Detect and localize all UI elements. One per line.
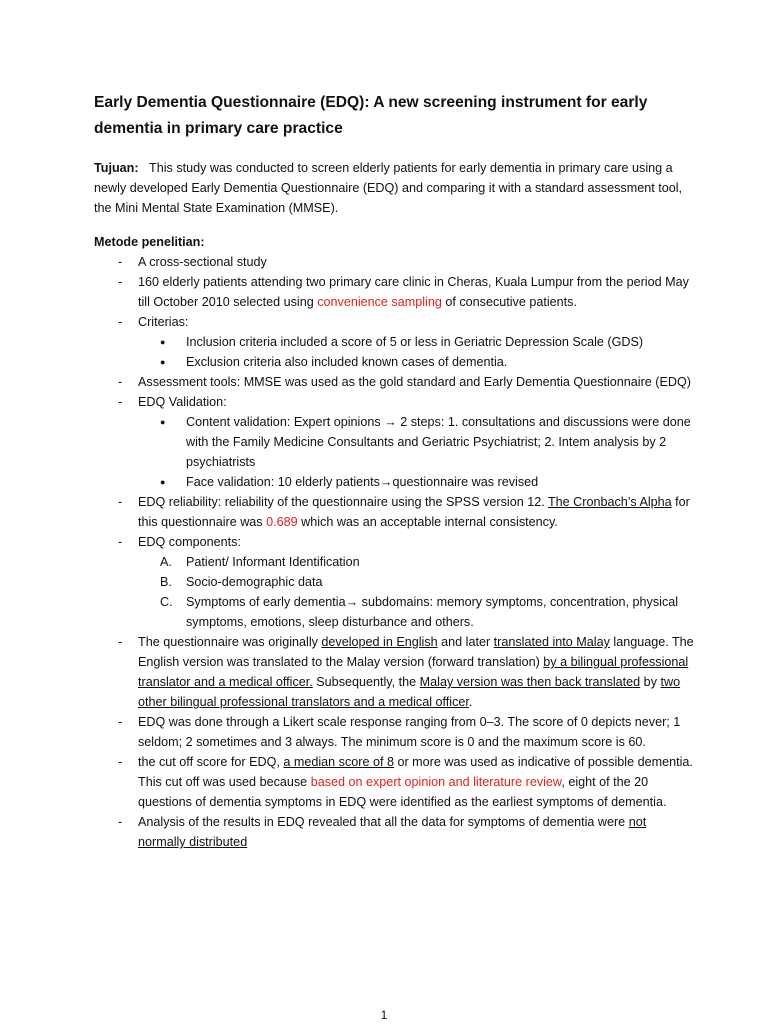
component-b-marker: B. (160, 575, 172, 589)
likert-text: EDQ was done through a Likert scale response ranging from 0–3. The score of 0 depicts never; 1 seldom; 2 sometimes and 3 always. The minimum score is 0 and the maximum score is 60. (138, 715, 681, 749)
cutoff-text-2: or more was used as indicative of possible dementia. This cut off was used because (138, 755, 693, 789)
list-item-translation (94, 632, 694, 712)
aim-paragraph (94, 158, 694, 218)
methods-list (94, 252, 694, 852)
cronbach-alpha-underlined: The Cronbach’s Alpha (547, 495, 672, 509)
component-c (138, 592, 694, 632)
list-item-assessment-tools (94, 372, 694, 392)
components-label: EDQ components: (138, 535, 241, 549)
list-item-reliability (94, 492, 694, 532)
inclusion-criteria: ● Inclusion criteria included a score of 5 or less in Geriatric Depression Scale (GDS) (138, 332, 694, 352)
list-item-sample (94, 272, 694, 312)
sample-text-end: of consecutive patients. (441, 295, 577, 309)
criteria-sublist (138, 332, 694, 372)
alpha-value: 0.689 (266, 515, 298, 529)
component-a (138, 552, 694, 572)
translation-text-5: by (640, 675, 661, 689)
validation-sublist (138, 412, 694, 492)
component-a-marker: A. (160, 555, 172, 569)
translation-text-6: . (468, 695, 473, 709)
document-title: Early Dementia Questionnaire (EDQ): A new screening instrument for early dementia in primary care practice (94, 94, 648, 137)
exclusion-criteria: ● Exclusion criteria also included known cases of dementia. (138, 352, 694, 372)
content-validation: ● Content validation: Expert opinions → 2 steps: 1. consultations and discussions were done with the Family Medicine Consultants and Geriatric Psychiatrist; 2. Intem analysis by 2 psychiatrists (138, 412, 694, 472)
not-normal-underlined: not normally distributed (138, 815, 647, 849)
reliability-text-2: for this questionnaire was (138, 495, 690, 529)
translation-underline-1: developed in English (321, 635, 438, 649)
sampling-highlight: convenience sampling (317, 295, 442, 309)
cutoff-reason-highlight: based on expert opinion and literature review (310, 775, 562, 789)
component-b-text: Socio-demographic data (186, 575, 323, 589)
list-item-validation (94, 392, 694, 492)
reliability-text-3: which was an acceptable internal consistency. (297, 515, 558, 529)
reliability-text: EDQ reliability: reliability of the questionnaire using the SPSS version 12. (138, 495, 548, 509)
face-validation: ● Face validation: 10 elderly patients→questionnaire was revised (138, 472, 694, 492)
aim-text: This study was conducted to screen elderly patients for early dementia in primary care using a newly developed Early Dementia Questionnaire (EDQ) and comparing it with a standard assessment tool, the Mini Mental State Examination (MMSE). (94, 161, 683, 215)
translation-underline-2: translated into Malay (493, 635, 610, 649)
translation-underline-5: two other bilingual professional translators and a medical officer (138, 675, 681, 709)
page-number: 1 (380, 1008, 388, 1022)
component-b (138, 572, 694, 592)
translation-text-2: and later (437, 635, 494, 649)
list-item-components (94, 532, 694, 632)
cutoff-text: the cut off score for EDQ, (138, 755, 284, 769)
components-sublist (138, 552, 694, 632)
analysis-text: Analysis of the results in EDQ revealed that all the data for symptoms of dementia were (138, 815, 629, 829)
list-item-likert (94, 712, 694, 752)
translation-text-4: Subsequently, the (312, 675, 420, 689)
median-score-underlined: a median score of 8 (283, 755, 394, 769)
study-design-text: A cross-sectional study (138, 255, 267, 269)
document-page (94, 90, 694, 852)
component-c-marker: C. (160, 595, 173, 609)
list-item-study-design (94, 252, 694, 272)
translation-text-3: language. The English version was translated to the Malay version (forward translation) (138, 635, 694, 669)
translation-underline-4: Malay version was then back translated (419, 675, 641, 689)
aim-label: Tujuan: (94, 161, 139, 175)
methods-heading: Metode penelitian: (94, 235, 205, 249)
sample-text: 160 elderly patients attending two primary care clinic in Cheras, Kuala Lumpur from the period May till October 2010 selected using (138, 275, 689, 309)
assessment-tools-text: Assessment tools: MMSE was used as the gold standard and Early Dementia Questionnaire (EDQ) (138, 375, 691, 389)
criteria-label: Criterias: (138, 315, 189, 329)
component-a-text: Patient/ Informant Identification (186, 555, 360, 569)
cutoff-text-3: , eight of the 20 questions of dementia symptoms in EDQ were identified as the earliest symptoms of dementia. (138, 775, 667, 809)
validation-label: EDQ Validation: (138, 395, 227, 409)
list-item-analysis (94, 812, 694, 852)
translation-underline-3: by a bilingual professional translator and a medical officer. (138, 655, 689, 689)
list-item-criteria (94, 312, 694, 372)
list-item-cutoff (94, 752, 694, 812)
component-c-text: Symptoms of early dementia→ subdomains: memory symptoms, concentration, physical symptoms, emotions, sleep disturbance and others. (186, 595, 679, 629)
translation-text: The questionnaire was originally (138, 635, 322, 649)
